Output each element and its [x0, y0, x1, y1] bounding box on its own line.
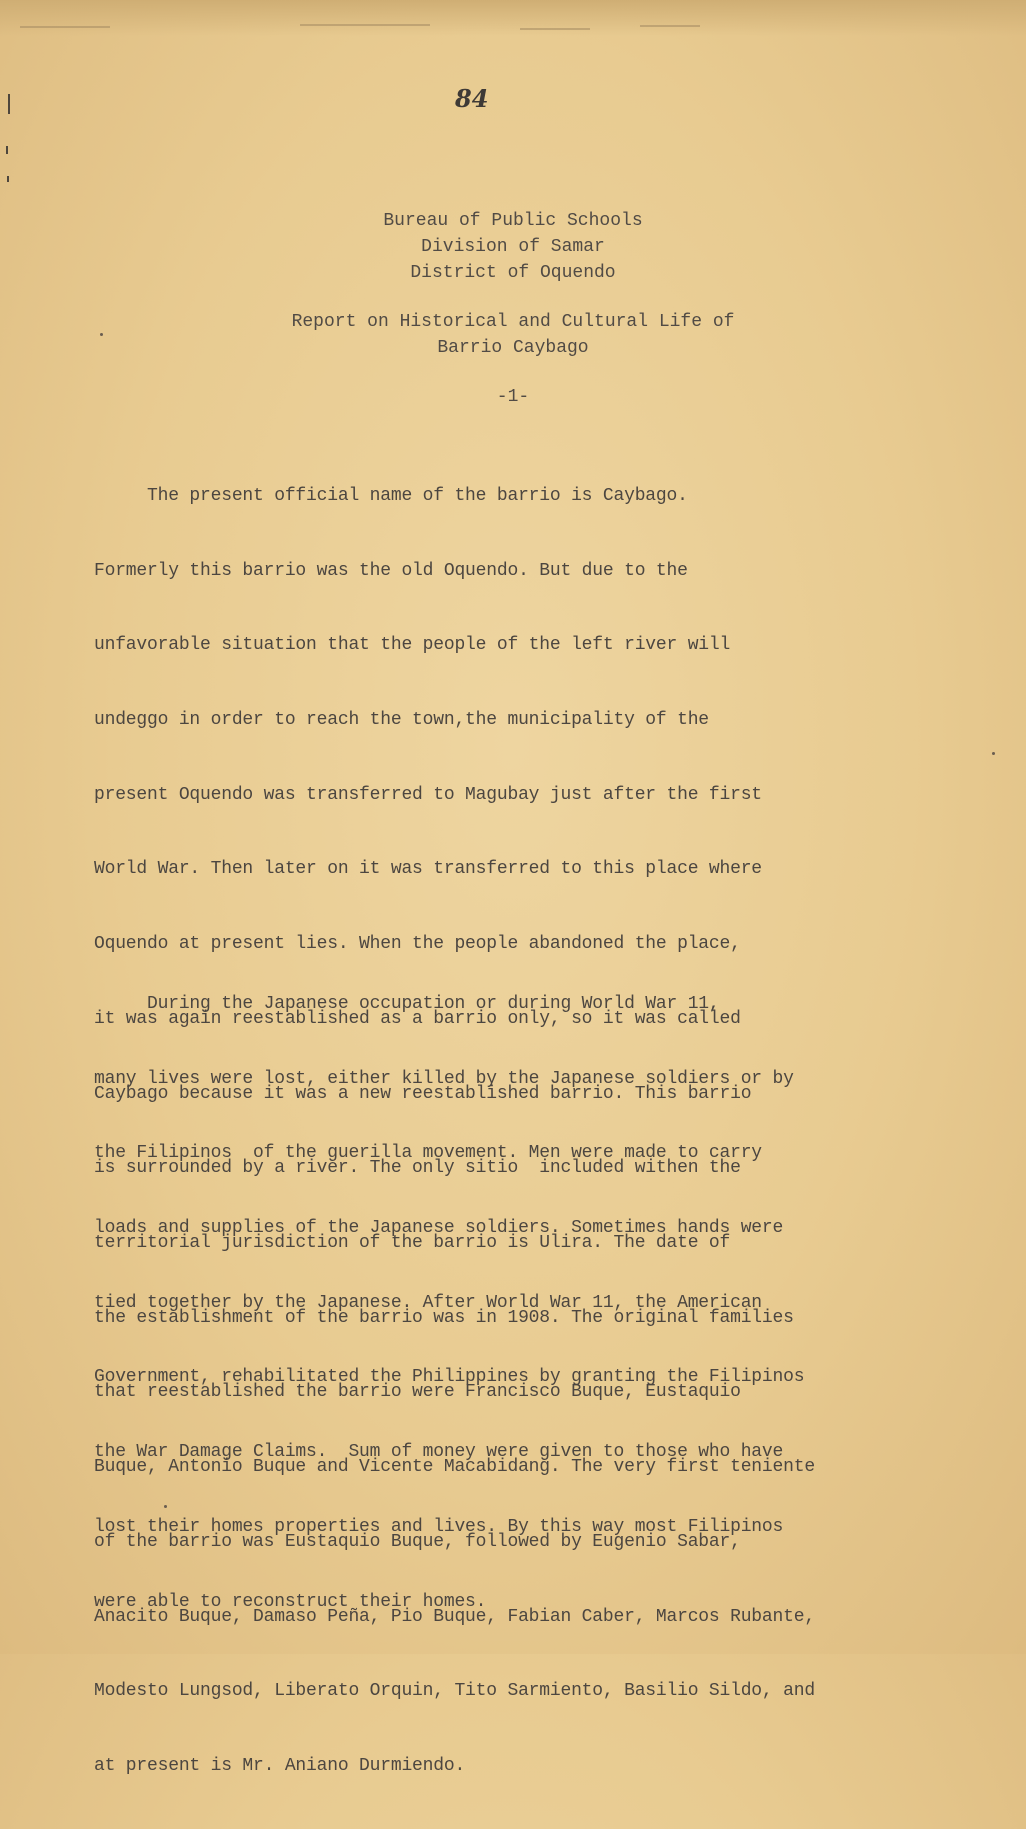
header-district: District of Oquendo	[410, 263, 616, 283]
paragraph-war	[94, 942, 974, 1664]
paper-scratch	[520, 28, 590, 30]
text-line: the War Damage Claims. Sum of money were given to those who have	[94, 1442, 784, 1463]
text-line: During the Japanese occupation or during World War 11,	[94, 993, 720, 1014]
text-line: Modesto Lungsod, Liberato Orquin, Tito Sarmiento, Basilio Sildo, and	[94, 1681, 815, 1702]
text-line: that reestablished the barrio were Francisco Buque, Eustaquio	[94, 1382, 741, 1403]
paper-speck	[164, 1505, 167, 1508]
text-line: Oquendo at present lies. When the people abandoned the place,	[94, 934, 741, 955]
text-line: lost their homes properties and lives. By this way most Filipinos	[94, 1516, 784, 1537]
text-line: loads and supplies of the Japanese soldiers. Sometimes hands were	[94, 1217, 784, 1238]
text-line: World War. Then later on it was transferred to this place where	[94, 859, 762, 880]
paper-scratch	[20, 26, 110, 28]
text-line: at present is Mr. Aniano Durmiendo.	[94, 1756, 466, 1777]
paper-scratch	[640, 25, 700, 27]
text-line: it was again reestablished as a barrio only, so it was called	[94, 1008, 741, 1029]
text-line: present Oquendo was transferred to Magubay just after the first	[94, 784, 762, 805]
header-division: Division of Samar	[421, 237, 605, 257]
text-line: many lives were lost, either killed by the Japanese soldiers or by	[94, 1068, 794, 1089]
text-line: the Filipinos of the guerilla movement. Men were made to carry	[94, 1143, 762, 1164]
text-line: Government, rehabilitated the Philippines by granting the Filipinos	[94, 1367, 805, 1388]
text-line: tied together by the Japanese. After World War 11, the American	[94, 1292, 762, 1313]
paper-scratch	[300, 24, 430, 26]
page-number: 84	[455, 84, 489, 113]
paper-speck	[992, 752, 995, 755]
report-title-line-2: Barrio Caybago	[437, 338, 589, 358]
text-line: territorial jurisdiction of the barrio is Ulira. The date of	[94, 1233, 731, 1253]
text-line: is surrounded by a river. The only sitio included withen the	[94, 1158, 741, 1179]
text-line: undeggo in order to reach the town,the municipality of the	[94, 709, 709, 730]
text-line: of the barrio was Eustaquio Buque, followed by Eugenio Sabar,	[94, 1531, 741, 1552]
text-line: Anacito Buque, Damaso Peña, Pio Buque, Fabian Caber, Marcos Rubante,	[94, 1606, 815, 1627]
report-title	[0, 309, 1026, 361]
text-line: unfavorable situation that the people of the left river will	[94, 635, 731, 656]
document-header	[0, 208, 1026, 286]
margin-mark	[8, 94, 10, 114]
text-line: Formerly this barrio was the old Oquendo. But due to the	[94, 560, 688, 581]
text-line: were able to reconstruct their homes.	[94, 1591, 487, 1612]
margin-mark	[7, 176, 9, 182]
paper-speck	[100, 333, 103, 336]
header-bureau: Bureau of Public Schools	[383, 211, 643, 231]
text-line: The present official name of the barrio is Caybago.	[94, 485, 688, 506]
text-line: the establishment of the barrio was in 1908. The original families	[94, 1307, 794, 1328]
report-title-line-1: Report on Historical and Cultural Life of	[291, 312, 735, 332]
margin-mark	[6, 146, 8, 154]
paper-top-edge	[0, 0, 1026, 36]
text-line: Buque, Antonio Buque and Vicente Macabidang. The very first teniente	[94, 1457, 815, 1478]
text-line: Caybago because it was a new reestablished barrio. This barrio	[94, 1083, 752, 1104]
section-marker: -1-	[496, 387, 530, 407]
